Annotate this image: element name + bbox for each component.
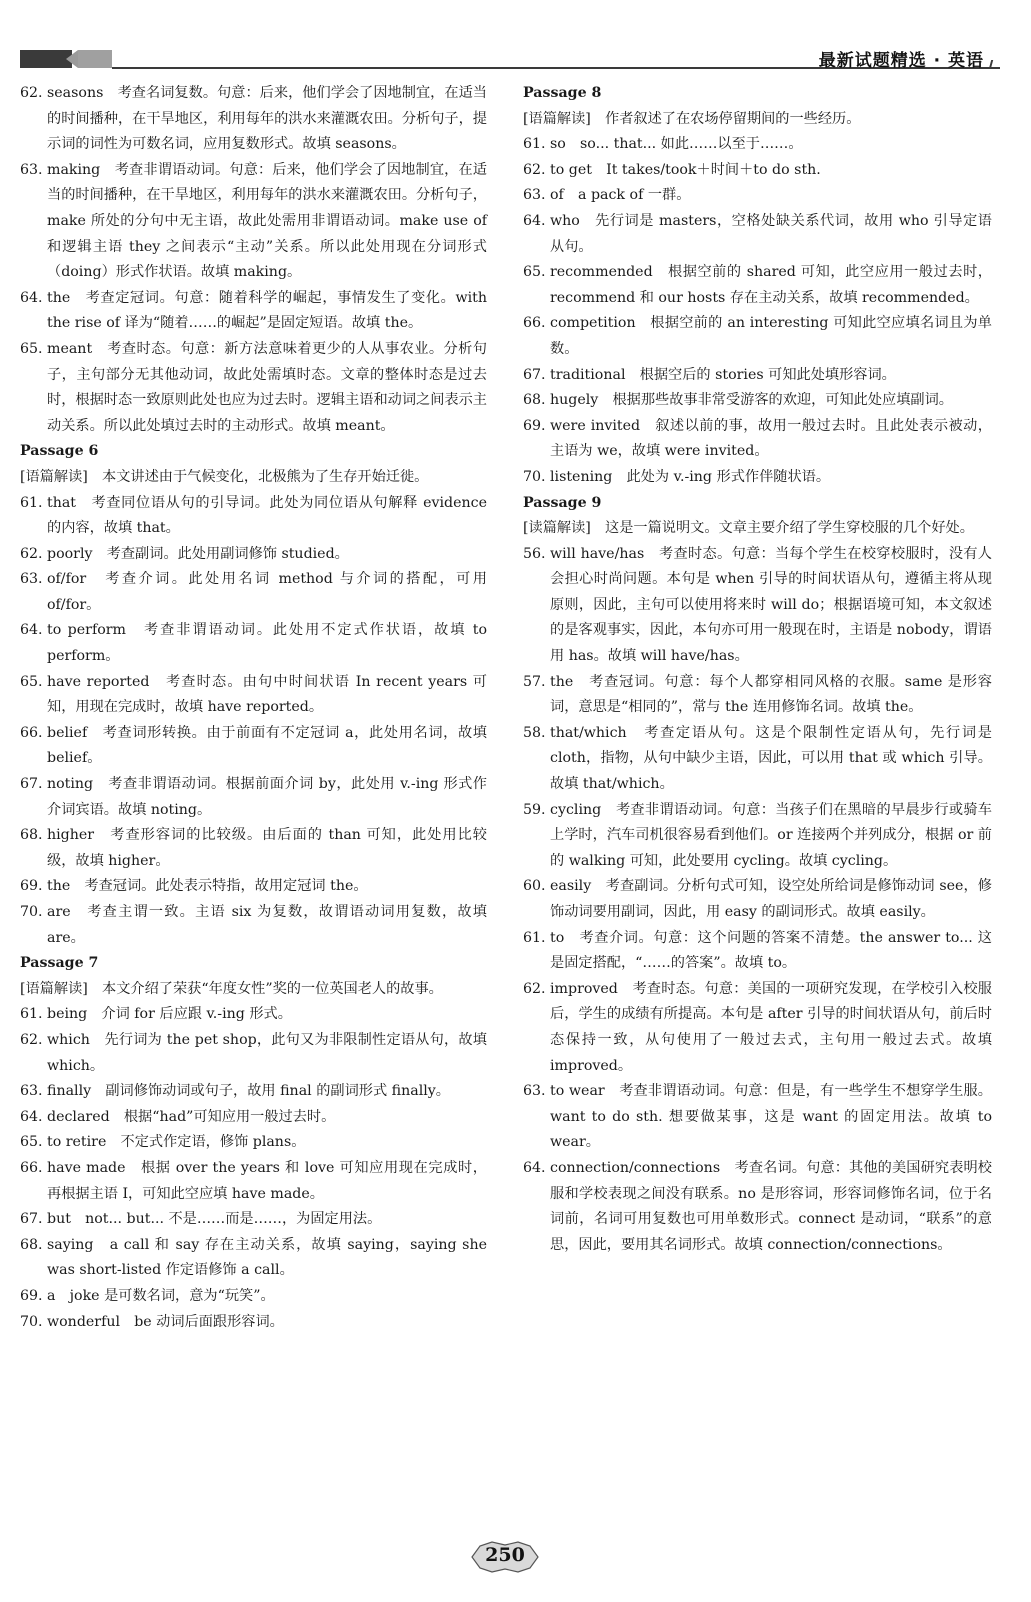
answer-entry [20,1079,487,1105]
answer-text: that 考查同位语从句的引导词。此处为同位语从句解释 evidence 的内容，故填 that。 [47,494,487,537]
answer-entry [20,670,487,721]
answer-number: 62. [523,161,546,178]
answer-number: 69. [20,878,43,895]
answer-entry [523,132,992,158]
answer-text: of/for 考查介词。此处用名词 method 与介词的搭配，可用 of/for。 [47,571,487,613]
answer-entry [523,388,992,414]
answer-number: 67. [20,1211,43,1228]
answer-entry [20,874,487,900]
answer-number: 70. [523,468,546,485]
answer-entry [523,874,992,925]
passage-heading: Passage 6 [20,443,99,460]
answer-entry [523,414,992,465]
answer-entry [20,1284,487,1310]
page-number: 250 [485,1544,525,1566]
answer-text: a joke 是可数名词，意为“玩笑”。 [47,1287,275,1304]
answer-text: easily 考查副词。分析句式可知，设空处所给词是修饰动词 see，修饰动词要用副词，因此，用 easy 的副词形式。故填 easily。 [550,878,992,920]
passage-summary: [读篇解读] 这是一篇说明文。文章主要介绍了学生穿校服的几个好处。 [523,520,974,537]
answer-number: 64. [20,289,43,306]
passage-heading: Passage 7 [20,955,99,972]
answer-entry [523,1156,992,1258]
answer-entry [523,465,992,491]
answer-text: which 先行词为 the pet shop，此句又为非限制性定语从句，故填 which。 [47,1031,487,1074]
answer-number: 62. [523,980,546,997]
answer-entry [523,158,992,184]
answer-number: 56. [523,545,546,562]
answer-entry [20,772,487,823]
answer-text: being 介词 for 后应跟 v.-ing 形式。 [47,1006,292,1023]
answer-entry [523,209,992,260]
answer-entry [523,542,992,670]
answer-text: so so... that... 如此……以至于……。 [550,136,803,153]
answer-entry [20,81,487,158]
answer-text: will have/has 考查时态。句意：当每个学生在校穿校服时，没有人会担心时尚问题。本句是 when 引导的时间状语从句，遵循主将从现原则，因此，主句可以使用将来时 will do；根据语境可知，本文叙述的是客观事实，因此，本句亦可用一般现在时，主语是 nobody，谓语用 has。故填 will have/has。 [550,545,992,665]
answer-entry [20,567,487,618]
answer-entry [523,926,992,977]
answer-text: that/which 考查定语从句。这是个限制性定语从句，先行词是 cloth，指物，从句中缺少主语，因此，可以用 that 或 which 引导。故填 that/which。 [550,724,992,793]
answer-number: 61. [523,929,546,946]
answer-number: 57. [523,673,546,690]
answer-number: 68. [20,1236,43,1253]
answer-number: 65. [20,340,43,357]
answer-text: wonderful be 动词后面跟形容词。 [47,1313,284,1330]
header-chevron-icon [66,50,78,68]
answer-text: who 先行词是 masters，空格处缺关系代词，故用 who 引导定语从句。 [550,212,992,255]
answer-entry [20,1207,487,1233]
answer-text: have made 根据 over the years 和 love 可知应用现在完成时，再根据主语 I，可知此空应填 have made。 [47,1159,487,1202]
answer-entry [523,721,992,798]
answer-number: 66. [523,315,546,332]
answer-text: belief 考查词形转换。由于前面有不定冠词 a，此处用名词，故填 belief。 [47,724,487,767]
answer-text: cycling 考查非谓语动词。句意：当孩子们在黑暗的早晨步行或骑车上学时，汽车司机很容易看到他们。or 连接两个并列成分，根据 or 前的 walking 可知，此处要用 cycling。故填 cycling。 [550,801,992,869]
answer-text: hugely 根据那些故事非常受游客的欢迎，可知此处应填副词。 [550,392,953,409]
answer-entry [523,798,992,875]
header-title: 最新试题精选 · 英语 [818,51,984,71]
answer-text: making 考查非谓语动词。句意：后来，他们学会了因地制宜，在适当的时间播种，在干旱地区，利用每年的洪水来灌溉农田。分析句子，make 所处的分句中无主语，故此处需用非谓语动词。make use of 和逻辑主语 they 之间表示“主动”关系。所以此处用现在分词形式（doing）形式作状语。故填 making。 [47,161,487,281]
answer-number: 61. [20,1006,43,1023]
answer-entry [20,618,487,669]
answer-number: 69. [20,1287,43,1304]
answer-number: 70. [20,1313,43,1330]
answer-text: the 考查冠词。句意：每个人都穿相同风格的衣服。same 是形容词，意思是“相同的”，常与 the 连用修饰名词。故填 the。 [550,673,992,716]
answer-number: 68. [20,827,43,844]
answer-text: the 考查冠词。此处表示特指，故用定冠词 the。 [47,878,368,895]
answer-number: 67. [523,366,546,383]
answer-number: 63. [20,161,43,178]
answer-entry [20,823,487,874]
answer-number: 65. [523,264,546,281]
answer-number: 70. [20,904,43,920]
answer-text: seasons 考查名词复数。句意：后来，他们学会了因地制宜，在适当的时间播种，在干旱地区，利用每年的洪水来灌溉农田。分析句子，提示词的词性为可数名词，应用复数形式。故填 seasons。 [47,85,487,153]
answer-entry [523,311,992,362]
answer-text: of a pack of 一群。 [550,187,691,204]
answer-number: 63. [523,1083,546,1100]
answer-text: have reported 考查时态。由句中时间状语 In recent years 可知，用现在完成时，故填 have reported。 [47,673,487,716]
answer-text: listening 此处为 v.-ing 形式作伴随状语。 [550,468,831,485]
answer-number: 66. [20,1159,43,1176]
page-number-badge [468,1536,542,1578]
answer-text: poorly 考查副词。此处用副词修饰 studied。 [47,545,349,562]
answer-number: 65. [20,1134,43,1151]
answer-text: recommended 根据空前的 shared 可知，此空应用一般过去时，recommend 和 our hosts 存在主动关系，故填 recommended。 [550,264,992,306]
answer-entry [523,670,992,721]
answer-number: 64. [523,1159,546,1176]
answer-number: 62. [20,545,43,562]
answer-entry [20,337,487,439]
answer-text: competition 根据空前的 an interesting 可知此空应填名词且为单数。 [550,315,992,357]
answer-number: 62. [20,1031,43,1048]
answer-text: saying a call 和 say 存在主动关系，故填 saying，saying she was short-listed 作定语修饰 a call。 [47,1236,487,1279]
answer-text: the 考查定冠词。句意：随着科学的崛起，事情发生了变化。with the rise of 译为“随着……的崛起”是固定短语。故填 the。 [47,289,487,332]
answer-entry [20,900,487,951]
answer-number: 61. [20,494,43,511]
answer-entry [523,260,992,311]
passage-heading: Passage 8 [523,85,602,101]
answer-text: traditional 根据空后的 stories 可知此处填形容词。 [550,366,896,383]
answer-entry [20,1002,487,1028]
answer-number: 63. [20,571,43,588]
answer-entry [523,363,992,389]
answer-number: 63. [523,187,546,204]
answer-entry [20,1156,487,1207]
answer-entry [20,1233,487,1284]
answer-number: 63. [20,1083,43,1100]
answer-text: noting 考查非谓语动词。根据前面介词 by，此处用 v.-ing 形式作介词宾语。故填 noting。 [47,776,487,818]
answer-entry [20,1028,487,1079]
answer-number: 65. [20,673,43,690]
answer-entry [20,1310,487,1336]
answer-text: to wear 考查非谓语动词。句意：但是，有一些学生不想穿学生服。want to do sth. 想要做某事，这是 want 的固定用法。故填 to wear。 [550,1083,992,1151]
answer-entry [20,721,487,772]
header-decoration-dark [20,50,72,68]
answer-number: 69. [523,417,546,434]
answer-entry [20,1105,487,1131]
answer-number: 64. [20,1108,43,1125]
page-header [20,50,1010,72]
answer-number: 66. [20,724,43,741]
answer-text: to retire 不定式作定语，修饰 plans。 [47,1134,306,1151]
passage-heading: Passage 9 [523,494,602,511]
answer-number: 59. [523,801,546,818]
answer-text: declared 根据“had”可知应用一般过去时。 [47,1108,336,1125]
answer-text: to perform 考查非谓语动词。此处用不定式作状语，故填 to perform。 [47,622,487,665]
passage-summary: [语篇解读] 本文讲述由于气候变化，北极熊为了生存开始迁徙。 [20,468,429,485]
header-decoration-grey [78,50,112,68]
answer-entry [523,183,992,209]
answer-number: 60. [523,878,546,895]
answer-text: are 考查主谓一致。主语 six 为复数，故谓语动词用复数，故填 are。 [47,904,487,946]
answer-entry [523,1079,992,1156]
answer-text: were invited 叙述以前的事，故用一般过去时。且此处表示被动，主语为 we，故填 were invited。 [550,417,992,460]
answer-text: but not... but... 不是……而是……，为固定用法。 [47,1211,382,1228]
answer-number: 64. [20,622,43,639]
answer-number: 62. [20,85,43,101]
answer-number: 68. [523,392,546,409]
left-column [20,81,487,1335]
answer-entry [20,491,487,542]
right-column [523,81,992,1258]
answer-entry [20,286,487,337]
answer-entry [20,542,487,568]
answer-text: higher 考查形容词的比较级。由后面的 than 可知，此处用比较级，故填 higher。 [47,827,487,869]
answer-number: 58. [523,724,546,741]
answer-text: improved 考查时态。句意：美国的一项研究发现，在学校引入校服后，学生的成绩有所提高。本句是 after 引导的时间状语从句，前后时态保持一致，从句使用了一般过去式，主句用一般过去式。故填 improved。 [550,980,992,1074]
answer-entry [20,158,487,286]
answer-text: to get It takes/took＋时间＋to do sth. [550,161,821,178]
answer-entry [20,1130,487,1156]
answer-text: meant 考查时态。句意：新方法意味着更少的人从事农业。分析句子，主句部分无其他动词，故此处需填时态。文章的整体时态是过去时，根据时态一致原则此处也应为过去时。逻辑主语和动词之间表示主动关系。所以此处填过去时的主动形式。故填 meant。 [47,340,487,434]
answer-text: connection/connections 考查名词。句意：其他的美国研究表明校服和学校表现之间没有联系。no 是形容词，形容词修饰名词，位于名词前，名词可用复数也可用单数形式。connect 是动词，“联系”的意思，因此，要用其名词形式。故填 connection/connections。 [550,1159,992,1253]
answer-number: 61. [523,136,546,153]
answer-text: finally 副词修饰动词或句子，故用 final 的副词形式 finally。 [47,1083,450,1100]
passage-summary: [语篇解读] 作者叙述了在农场停留期间的一些经历。 [523,110,861,127]
answer-entry [523,977,992,1079]
answer-number: 64. [523,212,546,229]
answer-text: to 考查介词。句意：这个问题的答案不清楚。the answer to... 这是固定搭配，“……的答案”。故填 to。 [550,929,992,972]
passage-summary: [语篇解读] 本文介绍了荣获“年度女性”奖的一位英国老人的故事。 [20,980,443,997]
answer-number: 67. [20,776,43,793]
